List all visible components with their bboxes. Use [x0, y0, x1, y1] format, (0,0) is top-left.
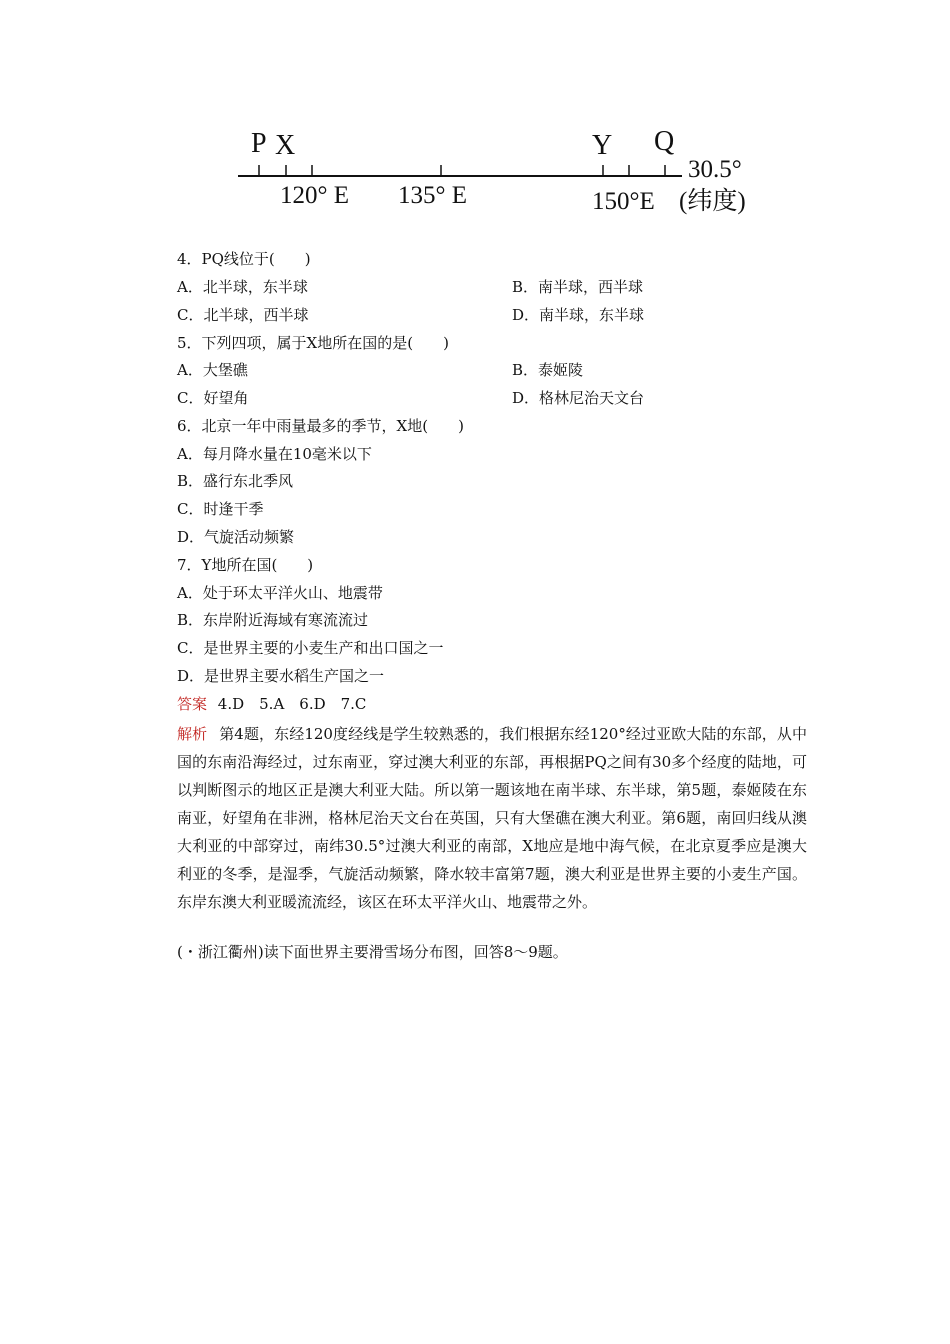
longitude-150-label: 150°E — [592, 188, 655, 215]
answer-text: 4.D 5.A 6.D 7.C — [217, 695, 367, 713]
explanation-paragraph — [177, 720, 807, 916]
question-4-option-a: A．北半球，东半球 — [177, 278, 308, 296]
question-4-option-b: B．南半球，西半球 — [512, 278, 644, 296]
question-5-option-a: A．大堡礁 — [177, 361, 248, 379]
point-y-label: Y — [592, 130, 613, 161]
question-7-option-c: C．是世界主要的小麦生产和出口国之一 — [177, 639, 444, 657]
question-5-option-c: C．好望角 — [177, 389, 249, 407]
answer-line — [177, 694, 366, 714]
point-x-label: X — [275, 130, 296, 161]
point-p-label: P — [251, 128, 267, 159]
question-6-option-a: A．每月降水量在10毫米以下 — [177, 445, 372, 463]
latitude-value-label: 30.5° — [688, 156, 742, 183]
question-6-option-b: B．盛行东北季风 — [177, 472, 294, 490]
question-5-option-d: D．格林尼治天文台 — [512, 389, 645, 407]
question-4-stem: 4．PQ线位于( ) — [177, 250, 311, 268]
longitude-135-label: 135° E — [398, 182, 468, 209]
question-5-option-b: B．泰姬陵 — [512, 361, 584, 379]
question-4-option-d: D．南半球，东半球 — [512, 306, 645, 324]
question-6-option-c: C．时逢干季 — [177, 500, 264, 518]
longitude-line-figure — [230, 118, 770, 228]
latitude-note-label: (纬度) — [679, 188, 746, 215]
question-7-option-d: D．是世界主要水稻生产国之一 — [177, 667, 385, 685]
question-6-stem: 6．北京一年中雨量最多的季节，X地( ) — [177, 417, 464, 435]
longitude-120-label: 120° E — [280, 182, 350, 209]
question-6-option-d: D．气旋活动频繁 — [177, 528, 295, 546]
longitude-diagram — [230, 118, 770, 228]
question-5-stem: 5．下列四项，属于X地所在国的是( ) — [177, 334, 449, 352]
question-7-stem: 7．Y地所在国( ) — [177, 556, 314, 574]
point-q-label: Q — [654, 126, 675, 157]
answer-label: 答案 — [177, 695, 208, 713]
question-7-option-a: A．处于环太平洋火山、地震带 — [177, 584, 383, 602]
question-7-option-b: B．东岸附近海域有寒流流过 — [177, 611, 369, 629]
explanation-text: 第4题，东经120度经线是学生较熟悉的，我们根据东经120°经过亚欧大陆的东部，从中国的东南沿海经过，过东南亚，穿过澳大利亚的东部，再根据PQ之间有30多个经度的陆地，可以判断图示的地区正是澳大利亚大陆。所以第一题该地在南半球、东半球，第5题，泰姬陵在东南亚，好望角在非洲，格林尼治天文台在英国，只有大堡礁在澳大利亚。第6题，南回归线从澳大利亚的中部穿过，南纬30.5°过澳大利亚的南部，X地应是地中海气候，在北京夏季应是澳大利亚的冬季，是湿季，气旋活动频繁，降水较丰富第7题，澳大利亚是世界主要的小麦生产国。东岸东澳大利亚暖流流经，该区在环太平洋火山、地震带之外。 — [177, 725, 807, 911]
next-question-note: (・浙江衢州)读下面世界主要滑雪场分布图，回答8～9题。 — [177, 943, 568, 961]
explanation-label: 解析 — [177, 725, 208, 743]
question-4-option-c: C．北半球，西半球 — [177, 306, 309, 324]
